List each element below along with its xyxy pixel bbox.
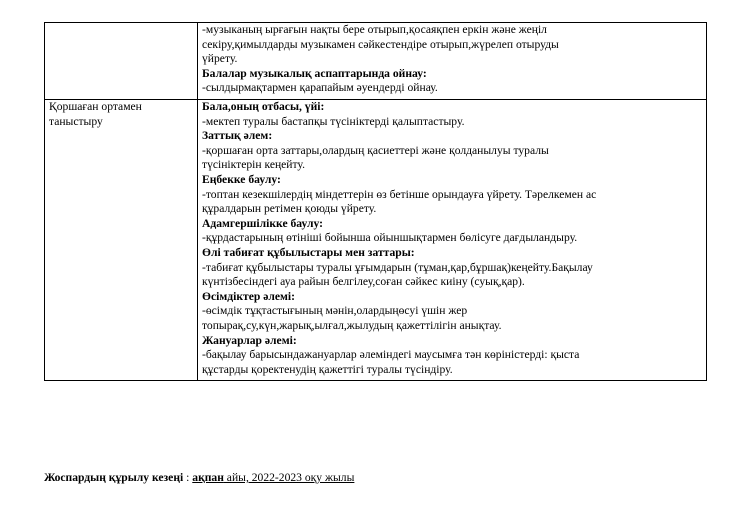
- text-line: түсініктерін кеңейту.: [202, 158, 305, 172]
- text-line: -мектеп туралы бастапқы түсініктерді қалыптастыру.: [202, 114, 465, 128]
- text-line: -бақылау барысындажануарлар әлеміндегі маусымға тән көріністерді: қыста: [202, 348, 580, 362]
- subject-label: таныстыру: [49, 114, 103, 128]
- right-cell-music: [198, 23, 707, 100]
- text-line: -топтан кезекшілердің міндеттерін өз бетінше орындауға үйрету. Тәрелкемен ас: [202, 187, 597, 201]
- separator: :: [183, 471, 193, 484]
- section-heading: Өлі табиғат құбылыстары мен заттары:: [202, 245, 415, 259]
- plan-period-footer: [44, 471, 354, 485]
- text-line: құстарды қоректенудің қажеттігі туралы түсіндіру.: [202, 362, 453, 376]
- section-heading: Еңбекке баулу:: [202, 172, 281, 186]
- text-line: -өсімдік тұқтастығының мәнін,олардыңөсуі үшін жер: [202, 304, 468, 318]
- text-line: топырақ,су,күн,жарық,ылғал,жылудың қажеттілігін анықтау.: [202, 318, 502, 332]
- text-line: -музыканың ырғағын нақты бере отырып,қосаяқпен еркін және жеңіл: [202, 23, 547, 36]
- text-line: үйрету.: [202, 52, 238, 66]
- section-heading: Бала,оның отбасы, үйі:: [202, 100, 325, 113]
- month-value: ақпан: [192, 471, 224, 484]
- table-row: [45, 100, 707, 381]
- period-label: Жоспардың құрылу кезеңі: [44, 471, 184, 484]
- right-cell-content: [198, 100, 707, 381]
- text-line: -құрдастарының өтініші бойынша ойыншықтармен бөлісуге дағдыландыру.: [202, 231, 578, 245]
- left-cell-empty: [45, 23, 198, 100]
- subject-label: Қоршаған ортамен: [49, 100, 142, 113]
- table-row: [45, 23, 707, 100]
- text-line: -табиғат құбылыстары туралы ұғымдарын (тұман,қар,бұршақ)кеңейту.Бақылау: [202, 260, 593, 274]
- section-heading: Жануарлар әлемі:: [202, 333, 297, 347]
- text-line: құралдарын ретімен қоюды үйрету.: [202, 202, 377, 216]
- plan-table: [44, 22, 707, 381]
- text-line: секіру,қимылдарды музыкамен сәйкестендіре отырып,жүрелеп отыруды: [202, 37, 559, 51]
- left-cell-subject: [45, 100, 198, 381]
- text-line: -сылдырмақтармен қарапайым әуендерді ойнау.: [202, 81, 438, 95]
- section-heading: Заттық әлем:: [202, 129, 273, 143]
- year-value: айы, 2022-2023 оқу жылы: [223, 471, 355, 484]
- section-heading: Өсімдіктер әлемі:: [202, 289, 296, 303]
- text-line: күнтізбесіндегі ауа райын белгілеу,соған сәйкес киіну (суық,қар).: [202, 275, 525, 289]
- section-heading: Балалар музыкалық аспаптарында ойнау:: [202, 66, 427, 80]
- text-line: -қоршаған орта заттары,олардың қасиеттері және қолданылуы туралы: [202, 143, 549, 157]
- section-heading: Адамгершілікке баулу:: [202, 216, 324, 230]
